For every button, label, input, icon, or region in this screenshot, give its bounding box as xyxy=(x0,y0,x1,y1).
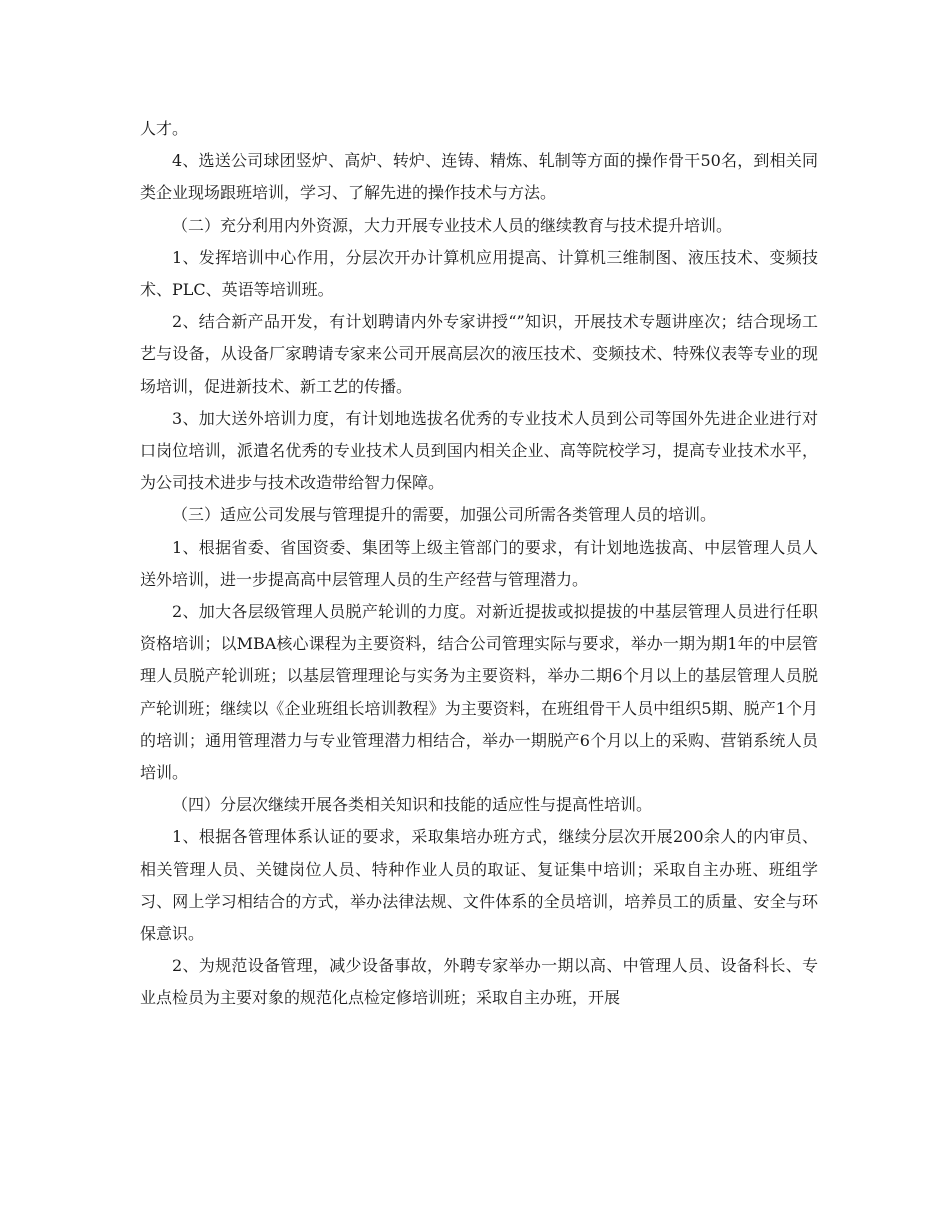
paragraph-continuation: 人才。 xyxy=(140,119,189,138)
section-heading-4: （四）分层次继续开展各类相关知识和技能的适应性与提高性培训。 xyxy=(172,795,653,815)
paragraph-external-training: 3、加大送外培训力度，有计划地选拔名优秀的专业技术人员到公司等国外先进企业进行对口岗位培训，派遣名优秀的专业技术人员到国内相关企业、高等院校学习，提高专业技术水平，为公司技术进步与技术改造带给智力保障。 xyxy=(140,408,818,493)
paragraph-certification-training: 1、根据各管理体系认证的要求，采取集培办班方式，继续分层次开展200余人的内审员、相关管理人员、关键岗位人员、特种作业人员的取证、复证集中培训；采取自主办班、班组学习、网上学习相结合的方式，举办法律法规、文件体系的全员培训，培养员工的质量、安全与环保意识。 xyxy=(140,827,818,944)
paragraph-item-4-backbone-training: 4、选送公司球团竖炉、高炉、转炉、连铸、精炼、轧制等方面的操作骨干50名，到相关同类企业现场跟班培训，学习、了解先进的操作技术与方法。 xyxy=(140,151,818,203)
document-page xyxy=(140,113,818,1015)
section-heading-2: （二）充分利用内外资源，大力开展专业技术人员的继续教育与技术提升培训。 xyxy=(172,215,733,235)
paragraph-management-rotation: 2、加大各层级管理人员脱产轮训的力度。对新近提拔或拟提拔的中基层管理人员进行任职资格培训；以MBA核心课程为主要资料，结合公司管理实际与要求，举办一期为期1年的中层管理人员脱产轮训班；以基层管理理论与实务为主要资料，举办二期6个月以上的基层管理人员脱产轮训班；继续以《企业班组长培训教程》为主要资料，在班组骨干人员中组织5期、脱产1个月的培训；通用管理潜力与专业管理潜力相结合，举办一期脱产6个月以上的采购、营销系统人员培训。 xyxy=(140,602,818,783)
paragraph-equipment-management: 2、为规范设备管理，减少设备事故，外聘专家举办一期以高、中管理人员、设备科长、专业点检员为主要对象的规范化点检定修培训班；采取自主办班，开展 xyxy=(140,956,818,1008)
paragraph-new-product-experts: 2、结合新产品开发，有计划聘请内外专家讲授“”知识，开展技术专题讲座次；结合现场工艺与设备，从设备厂家聘请专家来公司开展高层次的液压技术、变频技术、特殊仪表等专业的现场培训，促进新技术、新工艺的传播。 xyxy=(140,312,818,396)
paragraph-senior-management: 1、根据省委、省国资委、集团等上级主管部门的要求，有计划地选拔高、中层管理人员人送外培训，进一步提高高中层管理人员的生产经营与管理潜力。 xyxy=(140,537,818,589)
paragraph-training-center: 1、发挥培训中心作用，分层次开办计算机应用提高、计算机三维制图、液压技术、变频技术、PLC、英语等培训班。 xyxy=(140,247,818,300)
section-heading-3: （三）适应公司发展与管理提升的需要，加强公司所需各类管理人员的培训。 xyxy=(172,505,717,525)
